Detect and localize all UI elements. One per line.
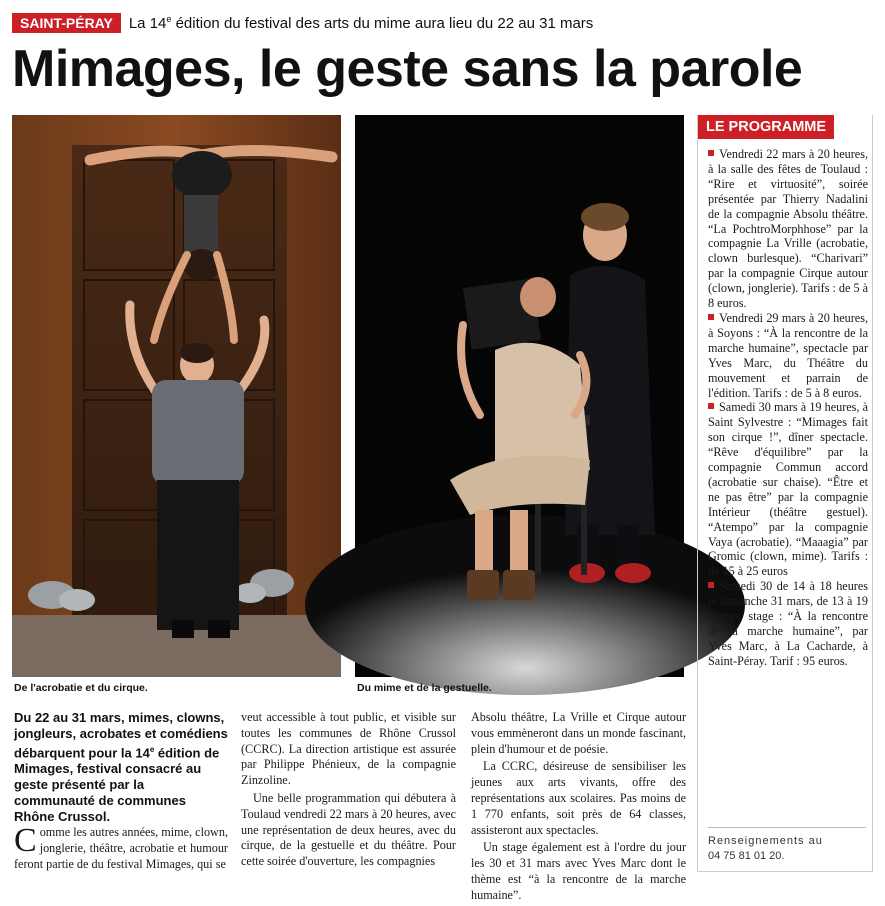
- lead-part-2: édition de Mimages, festival consacré au geste présenté par la communauté de communes Rhône Crussol.: [14, 745, 220, 825]
- photo-acrobats: [12, 115, 341, 677]
- kicker-row: [12, 12, 593, 34]
- sidebar-body: [698, 139, 872, 669]
- programme-item-text: Vendredi 29 mars à 20 heures, à Soyons : “À la rencontre de la marche humaine”, spectacle par Yves Marc, du Théâtre du mouvement et parrain de l'édition. Tarifs : de 5 à 8 euros.: [708, 310, 868, 400]
- dropcap: C: [14, 822, 37, 859]
- programme-item-text: Samedi 30 mars à 19 heures, à Saint Sylvestre : “Mimages fait son cirque !”, dîner spectacle. “Rêve d'équilibre” par la compagnie Commun accord (acrobatie sur chaise). “Être et ne pas être” par la compagnie Intérieur (théâtre gestuel). “Atempo” par la compagnie Vaya (acrobatie). “Maaagia” par Gromic (clown, mime). Tarifs : de 15 à 25 euros: [708, 400, 868, 579]
- lead-part-1: Du 22 au 31 mars, mimes, clowns, jongleurs, acrobates et comédiens débarquent pour la 14: [14, 710, 228, 761]
- kicker-sup: e: [166, 14, 172, 24]
- square-bullet-icon: [708, 150, 714, 156]
- square-bullet-icon: [708, 403, 714, 409]
- body-column-2: [241, 710, 456, 872]
- programme-item: [708, 400, 868, 579]
- square-bullet-icon: [708, 314, 714, 320]
- body-paragraph-1-start: omme les autres années, mime, clown, jonglerie, théâtre, acrobatie et humour feront partie de du festival Mimages, qui se: [14, 825, 228, 871]
- sidebar-footer: [708, 827, 866, 864]
- lead-paragraph: [14, 710, 228, 825]
- info-phone: 04 75 81 01 20.: [708, 850, 785, 862]
- kicker-text: [129, 14, 593, 32]
- square-bullet-icon: [708, 582, 714, 588]
- body-paragraph-2-start: Une belle programmation qui débutera à Toulaud vendredi 22 mars à 20 heures, avec une représentation de deux heures, avec du cirque, de la gestuelle et du théâtre. Pour cette soirée d'ouverture, les compagnies: [241, 790, 456, 869]
- programme-item: [708, 147, 868, 311]
- kicker-pre: La 14: [128, 15, 167, 32]
- body-paragraph-4: Un stage également est à l'ordre du jour les 30 et 31 mars avec Yves Marc dont le thème est “à la rencontre de la marche humaine”.: [471, 840, 686, 902]
- photo-caption-1: De l'acrobatie et du cirque.: [14, 682, 148, 694]
- photo-caption-2: Du mime et de la gestuelle.: [357, 682, 492, 694]
- programme-item: [708, 579, 868, 668]
- sidebar-header: [698, 115, 872, 139]
- body-paragraph-2-end: Absolu théâtre, La Vrille et Cirque autour vous emmèneront dans un monde fascinant, plein d'humour et de poésie.: [471, 710, 686, 756]
- headline: Mimages, le geste sans la parole: [12, 40, 803, 98]
- sidebar-title: LE PROGRAMME: [698, 115, 834, 139]
- body-column-1: [14, 822, 228, 874]
- photo-mimes: [355, 115, 684, 677]
- body-paragraph-1-end: veut accessible à tout public, et visible sur toutes les communes de Rhône Crussol (CCRC). La direction artistique est assurée par Philippe Phénieux, de la compagnie Zinzoline.: [241, 710, 456, 788]
- lead-sup: e: [149, 745, 155, 754]
- programme-sidebar: [697, 115, 873, 872]
- body-column-3: [471, 710, 686, 906]
- programme-item-text: Vendredi 22 mars à 20 heures, à la salle des fêtes de Toulaud : “Rire et virtuosité”, soirée présentée par Thierry Nadalini de la compagnie Absolu théâtre. “La PochtroMorphhose” par la compagnie La Vrille (acrobatie, clown burlesque). “Charivari” par la compagnie Cirque autour (clown, jonglerie). Tarifs : de 5 à 8 euros.: [708, 147, 869, 311]
- programme-item: [708, 311, 868, 400]
- body-paragraph-3: La CCRC, désireuse de sensibiliser les jeunes aux arts vivants, offre des représentations aux scolaires. Pas moins de 1 770 enfants, soit près de 64 classes, assisteront aux spectacles.: [471, 759, 686, 837]
- location-tag: SAINT-PÉRAY: [12, 13, 121, 33]
- programme-item-text: Samedi 30 de 14 à 18 heures et dimanche 31 mars, de 13 à 19 heures, stage : “À la rencontre de la marche humaine”, par Yves Marc, à La Cacharde, à Saint-Péray. Tarif : 95 euros.: [708, 579, 868, 668]
- info-label: Renseignements au: [708, 835, 823, 847]
- kicker-post: édition du festival des arts du mime aura lieu du 22 au 31 mars: [171, 15, 594, 32]
